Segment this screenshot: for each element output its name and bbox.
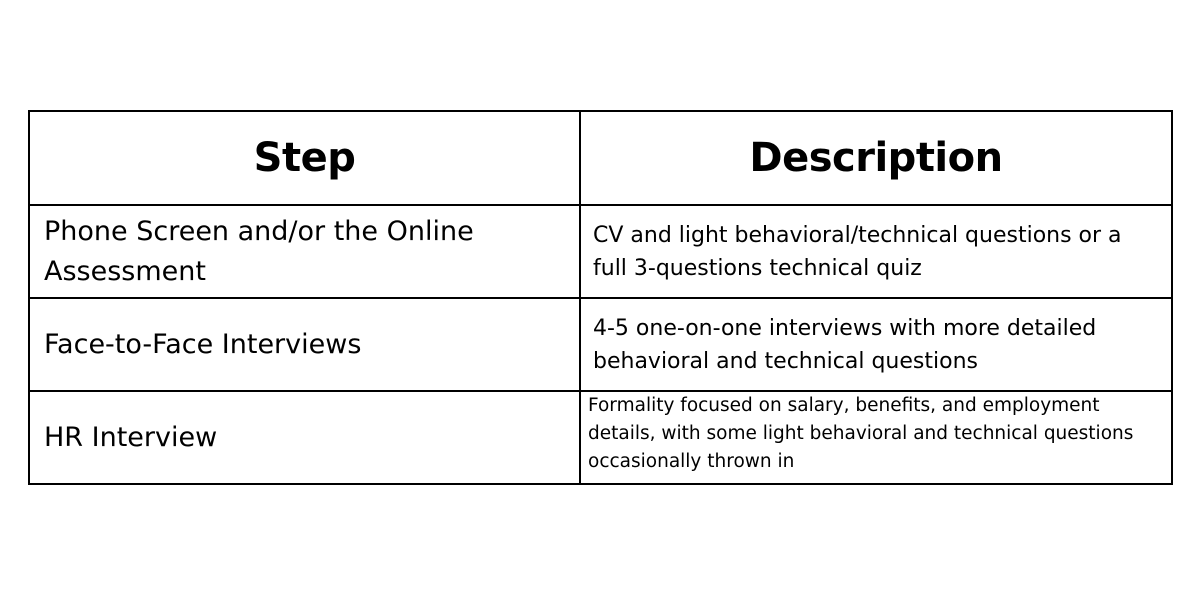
description-cell: 4-5 one-on-one interviews with more detailed behavioral and technical questions bbox=[580, 298, 1172, 391]
description-cell: Formality focused on salary, benefits, and employment details, with some light behavioral and technical questions occasionally thrown in bbox=[580, 391, 1172, 484]
table-row bbox=[29, 391, 1172, 484]
table-header-row bbox=[29, 111, 1172, 205]
description-cell: CV and light behavioral/technical questions or a full 3-questions technical quiz bbox=[580, 205, 1172, 298]
step-column-header: Step bbox=[29, 111, 580, 205]
step-cell: Phone Screen and/or the Online Assessment bbox=[29, 205, 580, 298]
table-row bbox=[29, 205, 1172, 298]
step-cell: Face-to-Face Interviews bbox=[29, 298, 580, 391]
interview-steps-table bbox=[28, 110, 1173, 485]
description-column-header: Description bbox=[580, 111, 1172, 205]
table-row bbox=[29, 298, 1172, 391]
step-cell: HR Interview bbox=[29, 391, 580, 484]
